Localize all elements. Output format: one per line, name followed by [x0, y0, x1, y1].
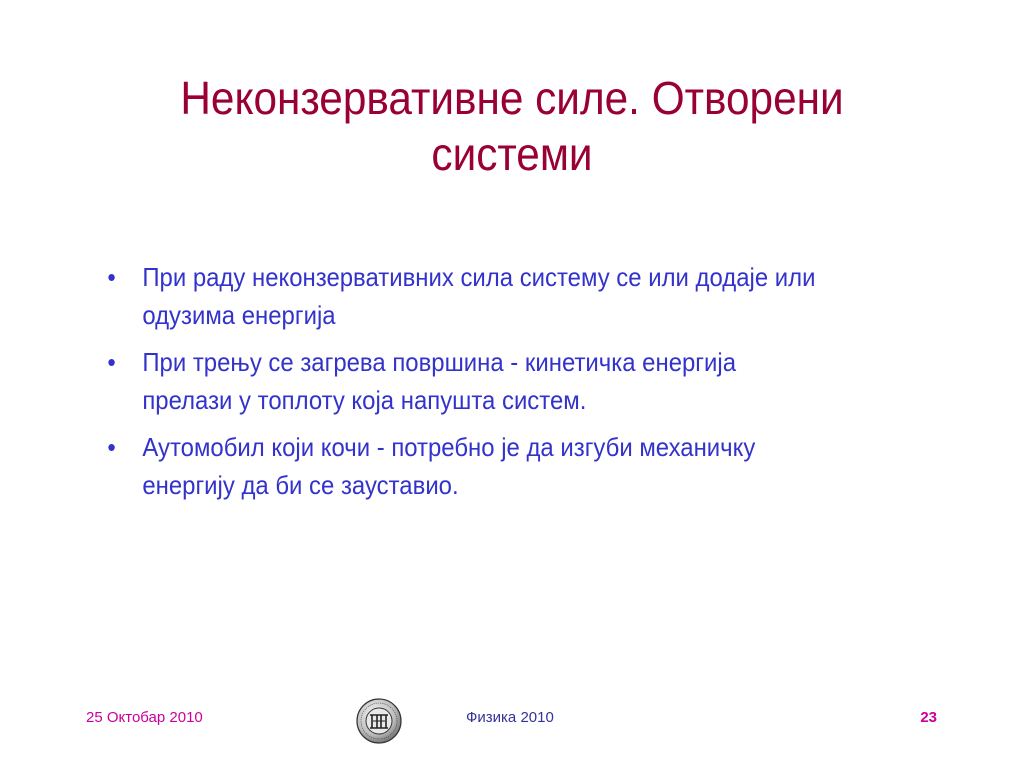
bullet-icon: • [107, 262, 116, 292]
bullet-text-line: енергију да би се зауставио. [142, 470, 459, 500]
bullet-item [100, 258, 891, 334]
bullet-text-line: При трењу се загрева површина - кинетичка енергија [142, 347, 737, 377]
slide-title [115, 70, 910, 182]
bullet-item [100, 428, 891, 504]
bullet-text-line: одузима енергија [142, 300, 336, 330]
bullet-text-line: При раду неконзервативних сила систему се или додаје или [142, 262, 816, 292]
bullet-icon: • [107, 432, 116, 462]
footer-date: 25 Октобар 2010 [86, 709, 203, 726]
bullet-text-line: Аутомобил који кочи - потребно је да изгуби механичку [142, 432, 756, 462]
slide-title-line-2: системи [431, 128, 593, 180]
slide-title-line-1: Неконзервативне силе. Отворени [180, 72, 844, 124]
bullet-icon: • [107, 347, 116, 377]
bullet-list [100, 258, 960, 513]
bullet-text-line: прелази у топлоту која напушта систем. [142, 385, 587, 415]
faculty-seal-icon [356, 698, 402, 744]
page-number: 23 [920, 709, 937, 726]
footer-course-title: Физика 2010 [466, 709, 554, 726]
bullet-item [100, 343, 891, 419]
